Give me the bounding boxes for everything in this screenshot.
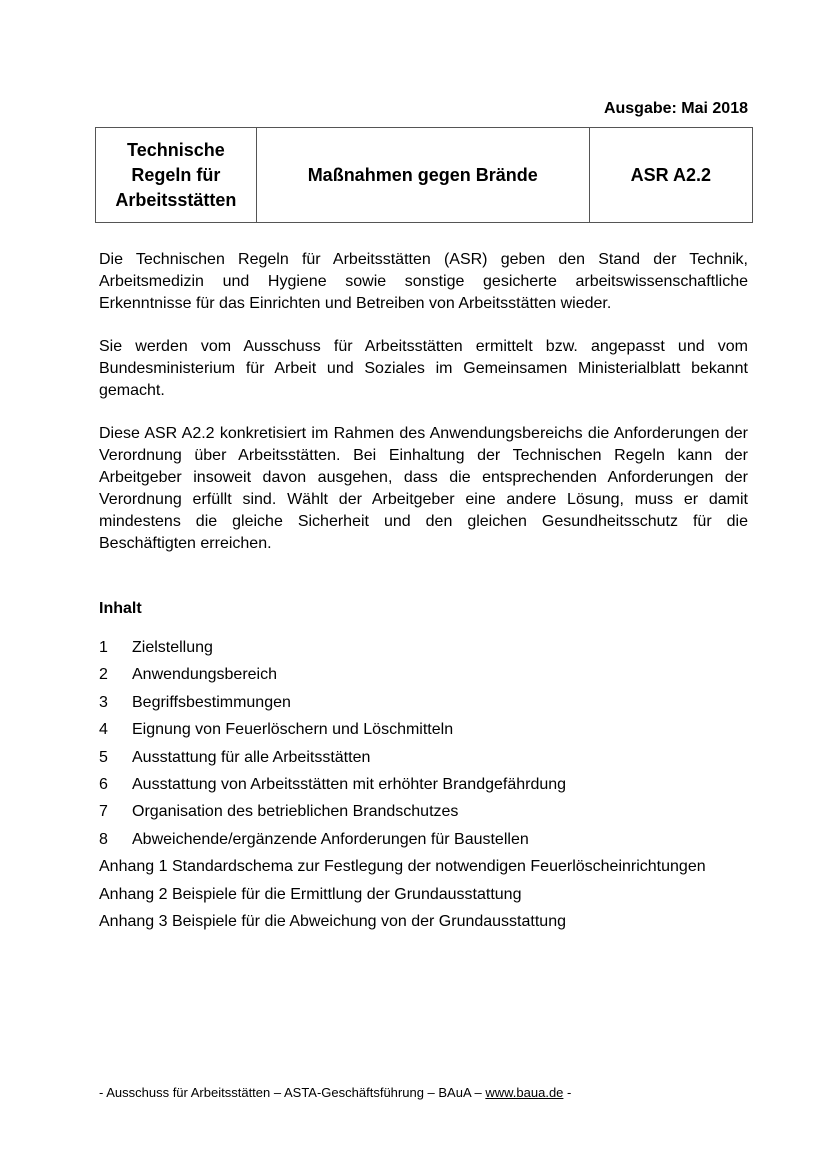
toc-number: 3 [99,693,108,711]
page-footer [99,1085,571,1100]
toc-text: Anwendungsbereich [132,666,277,684]
intro-paragraph: Die Technischen Regeln für Arbeitsstätten (ASR) geben den Stand der Technik, Arbeitsmedizin und Hygiene sowie sonstige gesicherte arbeitswissenschaftliche Erkenntnisse für das Einrichten und Betreiben von Arbeitsstätten wieder. [99,251,748,312]
header-left-line: Regeln für [131,164,221,185]
toc-annex: Anhang 2 Beispiele für die Ermittlung der Grundausstattung [99,885,522,903]
issue-date: Ausgabe: Mai 2018 [603,100,748,117]
toc-text: Begriffsbestimmungen [132,693,291,711]
header-table [95,127,753,223]
intro-paragraph: Diese ASR A2.2 konkretisiert im Rahmen des Anwendungsbereichs die Anforderungen der Verordnung über Arbeitsstätten. Bei Einhaltung der Technischen Regeln kann der Arbeitgeber insoweit davon ausgehen, dass die entsprechenden Anforderungen der Verordnung erfüllt sind. Wählt der Arbeitgeber eine andere Lösung, muss er damit mindestens die gleiche Sicherheit und den gleichen Gesundheitsschutz für die Beschäftigten erreichen. [99,425,748,552]
toc-text: Ausstattung für alle Arbeitsstätten [132,748,371,766]
footer-suffix: - [563,1085,572,1100]
toc-item [99,747,759,774]
toc-text: Organisation des betrieblichen Brandschutzes [132,803,459,821]
toc-number: 6 [99,775,108,793]
toc-number: 5 [99,748,108,766]
toc-item [99,692,759,719]
toc-annex: Anhang 1 Standardschema zur Festlegung der notwendigen Feuerlöscheinrichtungen [99,858,706,876]
toc-item [99,801,759,828]
document-title: Maßnahmen gegen Brände [256,128,589,223]
toc-item [99,664,759,691]
toc-number: 1 [99,639,108,656]
intro-section [99,249,748,576]
footer-text: - Ausschuss für Arbeitsstätten – ASTA-Geschäftsführung – BAuA – [99,1085,486,1100]
header-left-cell [96,128,257,223]
toc-title: Inhalt [99,600,142,617]
toc-annex: Anhang 3 Beispiele für die Abweichung von der Grundausstattung [99,912,566,930]
toc-item [99,719,759,746]
toc-number: 2 [99,666,108,684]
header-left-line: Technische [127,139,225,160]
toc-text: Abweichende/ergänzende Anforderungen für Baustellen [132,830,529,848]
toc-number: 4 [99,721,108,739]
footer-link[interactable]: www.baua.de [485,1085,564,1100]
toc-item [99,637,759,664]
table-of-contents [99,637,759,938]
header-left-line: Arbeitsstätten [115,189,237,210]
toc-number: 8 [99,830,108,848]
toc-number: 7 [99,803,108,821]
intro-paragraph: Sie werden vom Ausschuss für Arbeitsstätten ermittelt bzw. angepasst und vom Bundesministerium für Arbeit und Soziales im Gemeinsamen Ministerialblatt bekannt gemacht. [99,338,748,399]
toc-item [99,829,759,856]
toc-text: Ausstattung von Arbeitsstätten mit erhöhter Brandgefährdung [132,775,567,793]
document-code: ASR A2.2 [589,128,752,223]
toc-text: Zielstellung [132,639,213,656]
toc-text: Eignung von Feuerlöschern und Löschmitteln [132,721,454,739]
toc-item [99,774,759,801]
